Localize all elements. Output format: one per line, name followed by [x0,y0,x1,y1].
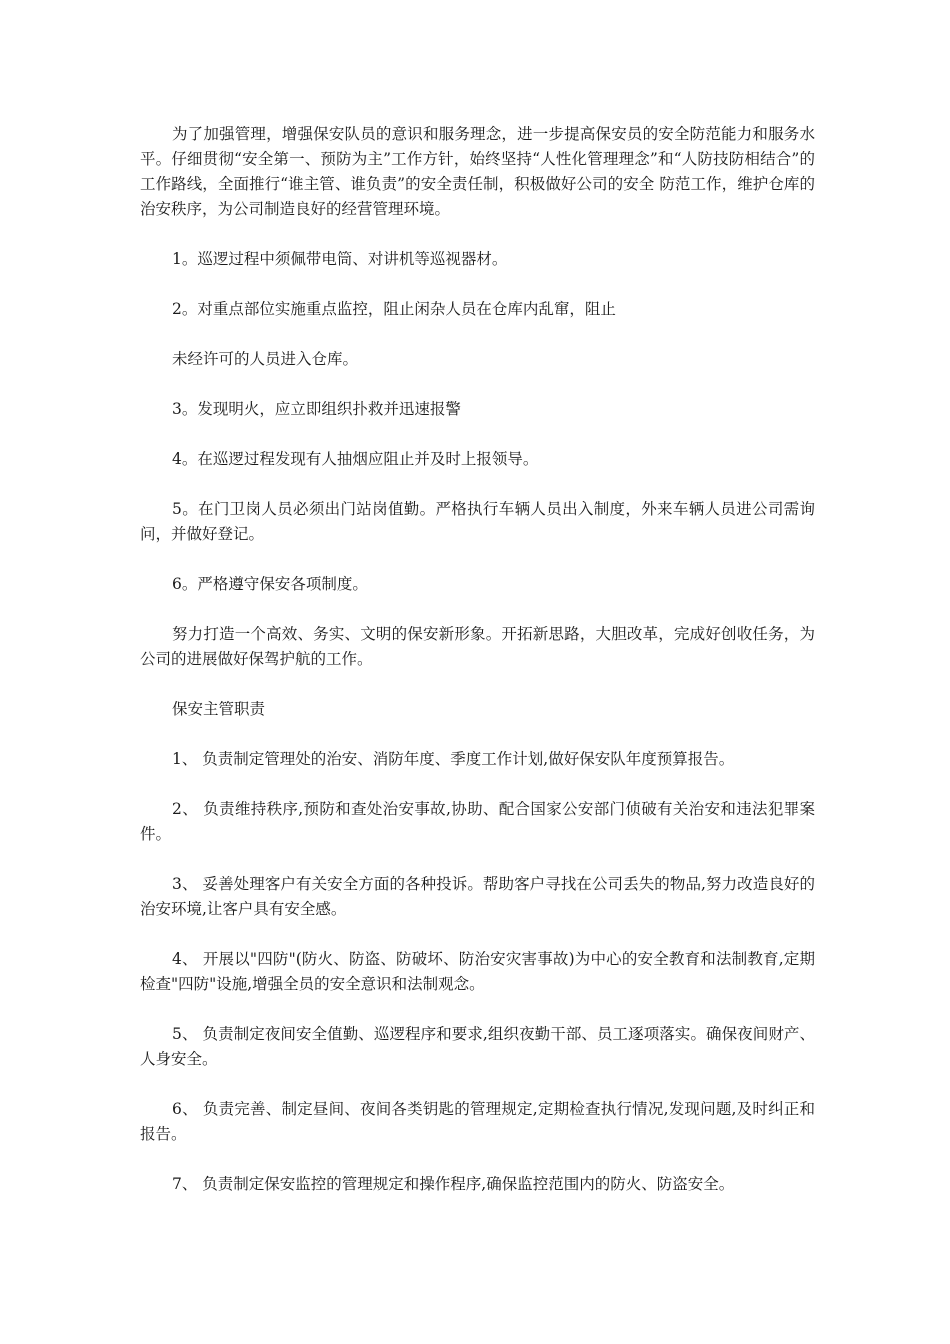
section-title: 保安主管职责 [172,700,266,718]
duty-item: 3、 妥善处理客户有关安全方面的各种投诉。帮助客户寻找在公司丢失的物品,努力改造良好的治安环境,让客户具有安全感。 [140,875,815,918]
rule-item: 1。巡逻过程中须佩带电筒、对讲机等巡视器材。 [172,250,508,268]
rule-item: 2。对重点部位实施重点监控，阻止闲杂人员在仓库内乱窜，阻止 [172,300,616,318]
duty-item: 1、 负责制定管理处的治安、消防年度、季度工作计划,做好保安队年度预算报告。 [172,750,735,768]
intro-paragraph: 为了加强管理，增强保安队员的意识和服务理念，进一步提高保安员的安全防范能力和服务水平。仔细贯彻“安全第一、预防为主”工作方针，始终坚持“人性化管理理念”和“人防技防相结合”的工作路线，全面推行“谁主管、谁负责”的安全责任制，积极做好公司的安全 防范工作，维护仓库的治安秩序，为公司制造良好的经营管理环境。 [140,125,815,218]
rule-item: 4。在巡逻过程发现有人抽烟应阻止并及时上报领导。 [172,450,539,468]
document-body [140,122,815,1222]
rule-item: 5。在门卫岗人员必须出门站岗值勤。严格执行车辆人员出入制度，外来车辆人员进公司需询问，并做好登记。 [140,500,815,543]
duty-item: 7、 负责制定保安监控的管理规定和操作程序,确保监控范围内的防火、防盗安全。 [172,1175,735,1193]
duty-item: 6、 负责完善、制定昼间、夜间各类钥匙的管理规定,定期检查执行情况,发现问题,及时纠正和报告。 [140,1100,815,1143]
goal-paragraph: 努力打造一个高效、务实、文明的保安新形象。开拓新思路，大胆改革，完成好创收任务，为公司的进展做好保驾护航的工作。 [140,625,815,668]
duty-item: 2、 负责维持秩序,预防和查处治安事故,协助、配合国家公安部门侦破有关治安和违法犯罪案件。 [140,800,815,843]
duty-item: 5、 负责制定夜间安全值勤、巡逻程序和要求,组织夜勤干部、员工逐项落实。确保夜间财产、人身安全。 [140,1025,815,1068]
rule-item-continuation: 未经许可的人员进入仓库。 [172,350,359,368]
rule-item: 6。严格遵守保安各项制度。 [172,575,368,593]
duty-item: 4、 开展以"四防"(防火、防盗、防破坏、防治安灾害事故)为中心的安全教育和法制教育,定期检查"四防"设施,增强全员的安全意识和法制观念。 [140,950,815,993]
rule-item: 3。发现明火，应立即组织扑救并迅速报警 [172,400,461,418]
